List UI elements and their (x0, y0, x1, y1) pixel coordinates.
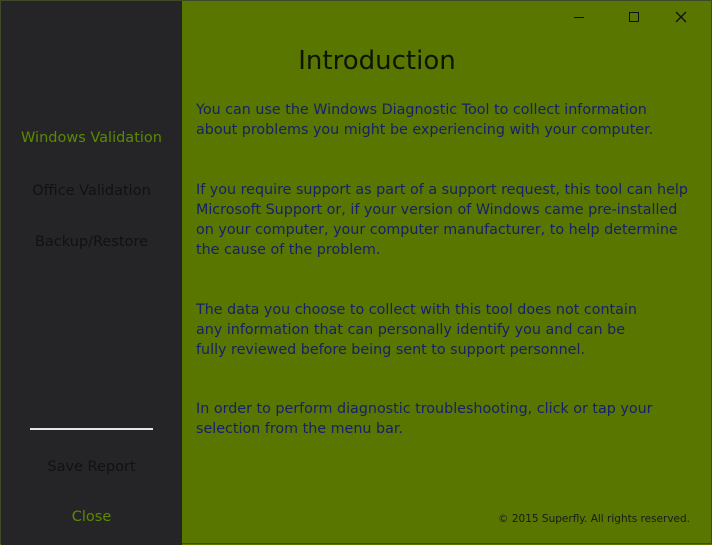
paragraph-line: You can use the Windows Diagnostic Tool to collect information (196, 102, 647, 118)
paragraph-line: the cause of the problem. (196, 242, 381, 258)
copyright-notice: © 2015 Superfly. All rights reserved. (498, 513, 690, 525)
sidebar-divider (30, 428, 153, 430)
maximize-button[interactable] (614, 5, 654, 29)
close-button[interactable]: Close (71, 509, 112, 525)
paragraph-line: any information that can personally identify you and can be (196, 322, 626, 338)
close-icon (661, 5, 701, 29)
sidebar-item-windows-validation[interactable]: Windows Validation (21, 130, 162, 146)
sidebar-item-office-validation[interactable]: Office Validation (32, 183, 151, 199)
paragraph-line: Microsoft Support or, if your version of Windows came pre-installed (196, 202, 678, 218)
intro-paragraph-4 (196, 399, 696, 439)
window-close-button[interactable] (661, 5, 701, 29)
intro-paragraph-2 (196, 180, 696, 260)
sidebar (1, 1, 182, 545)
paragraph-line: about problems you might be experiencing with your computer. (196, 122, 654, 138)
maximize-icon (614, 5, 654, 29)
paragraph-line: on your computer, your computer manufacturer, to help determine (196, 222, 678, 238)
minimize-button[interactable] (559, 5, 599, 29)
paragraph-line: selection from the menu bar. (196, 421, 403, 437)
page-title: Introduction (298, 46, 456, 76)
paragraph-line: In order to perform diagnostic troubleshooting, click or tap your (196, 401, 653, 417)
paragraph-line: The data you choose to collect with this tool does not contain (196, 302, 637, 318)
minimize-icon (559, 5, 599, 29)
paragraph-line: If you require support as part of a support request, this tool can help (196, 182, 688, 198)
save-report-button[interactable]: Save Report (47, 459, 136, 475)
intro-paragraph-3 (196, 300, 696, 360)
intro-paragraph-1 (196, 100, 696, 140)
sidebar-item-backup-restore[interactable]: Backup/Restore (34, 234, 149, 250)
paragraph-line: fully reviewed before being sent to support personnel. (196, 342, 585, 358)
